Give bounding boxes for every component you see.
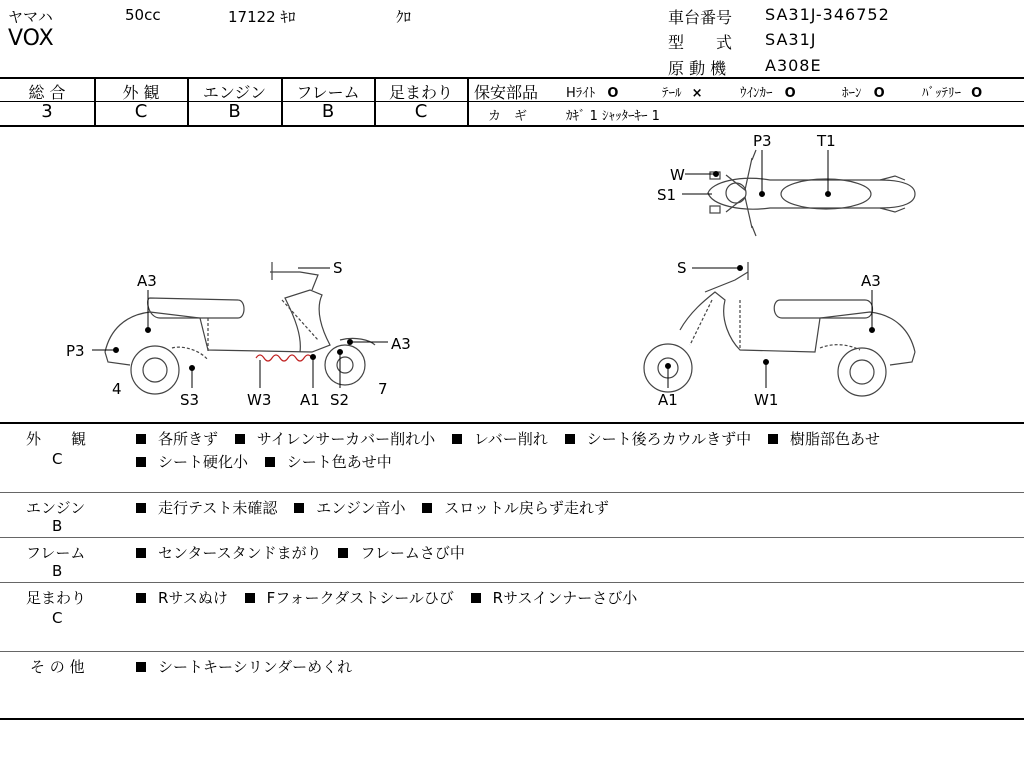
section-suspension-label: 足まわり <box>26 589 87 607</box>
bullet-square-icon <box>136 662 146 672</box>
safety-headlight-mark: O <box>607 86 619 101</box>
cond-item: シート色あせ中 <box>286 453 392 471</box>
grade-value-engine: B <box>228 101 241 122</box>
grade-value-suspension: C <box>414 101 428 122</box>
section-other-label: そ の 他 <box>30 658 85 676</box>
cond-item: Rサスインナーさび小 <box>492 589 638 607</box>
grade-header-suspension: 足まわり <box>388 83 453 102</box>
conditions-top-border <box>0 422 1024 424</box>
scooter-top-view <box>708 150 915 236</box>
cond-item: スロットル戻らず走れず <box>444 499 609 517</box>
grade-value-exterior: C <box>134 101 148 122</box>
safety-horn-label: ﾎｰﾝ <box>842 86 862 101</box>
mileage: 17122 ｷﾛ <box>228 8 296 26</box>
safety-taillight-label: ﾃｰﾙ <box>662 86 682 101</box>
safety-battery-label: ﾊﾞｯﾃﾘｰ <box>922 86 961 101</box>
safety-headlight-label: Hﾗｲﾄ <box>566 86 596 101</box>
cond-item: 樹脂部色あせ <box>789 430 880 448</box>
section-suspension-grade: C <box>52 609 63 627</box>
bullet-square-icon <box>136 593 146 603</box>
grade-value-frame: B <box>321 101 335 122</box>
label-right-a3: A3 <box>861 272 881 290</box>
label-left-s2: S2 <box>330 391 350 409</box>
bullet-square-icon <box>136 548 146 558</box>
section-exterior-label: 外 観 <box>26 430 87 448</box>
bullet-square-icon <box>265 457 275 467</box>
key-value: ｶｷﾞ 1 ｼｬｯﾀｰｷｰ 1 <box>566 109 660 124</box>
safety-winker <box>740 82 796 101</box>
bullet-square-icon <box>338 548 348 558</box>
divider-3 <box>0 582 1024 583</box>
frame-no: SA31J-346752 <box>765 5 890 24</box>
grade-header-total: 総 合 <box>28 83 66 102</box>
safety-divider <box>468 101 1024 102</box>
safety-taillight-mark: × <box>691 86 703 101</box>
grade-col-divider-5 <box>467 77 469 125</box>
label-left-7: 7 <box>378 380 388 398</box>
label-top-s1: S1 <box>657 186 677 204</box>
grade-header-frame: フレーム <box>296 83 360 102</box>
bullet-square-icon <box>422 503 432 513</box>
section-suspension-line-1 <box>136 587 637 608</box>
grade-header-engine: エンジン <box>202 83 267 102</box>
section-exterior-line-1 <box>136 428 880 449</box>
type-value: SA31J <box>765 30 817 49</box>
section-engine-label: エンジン <box>26 499 86 517</box>
bullet-square-icon <box>452 434 462 444</box>
bullet-square-icon <box>136 457 146 467</box>
label-top-t1: T1 <box>817 132 836 150</box>
cond-item: Rサスぬけ <box>158 589 228 607</box>
label-top-w: W <box>670 166 685 184</box>
section-frame-grade: B <box>52 562 63 580</box>
cond-item: センタースタンドまがり <box>158 544 322 562</box>
bullet-square-icon <box>768 434 778 444</box>
label-left-w3: W3 <box>247 391 272 409</box>
label-right-w1: W1 <box>754 391 779 409</box>
color: ｸﾛ <box>396 8 412 26</box>
key-label: カ ギ <box>488 109 528 124</box>
bullet-square-icon <box>471 593 481 603</box>
label-left-s: S <box>333 259 343 277</box>
grade-header-exterior: 外 観 <box>122 83 160 102</box>
safety-headlight <box>566 82 618 101</box>
engine-label: 原 動 機 <box>668 59 727 78</box>
cond-item: フレームさび中 <box>360 544 465 562</box>
label-left-s3: S3 <box>180 391 200 409</box>
cond-item: シート後ろカウルきず中 <box>586 430 752 448</box>
safety-horn <box>842 82 885 101</box>
label-top-p3: P3 <box>753 132 772 150</box>
label-left-a3-right: A3 <box>391 335 411 353</box>
safety-battery <box>922 82 982 101</box>
cond-item: サイレンサーカバー削れ小 <box>256 430 436 448</box>
bullet-square-icon <box>136 434 146 444</box>
bullet-square-icon <box>294 503 304 513</box>
cond-item: エンジン音小 <box>316 499 406 517</box>
cond-item: 走行テスト未確認 <box>158 499 278 517</box>
section-frame-label: フレーム <box>26 544 86 562</box>
displacement: 50cc <box>125 6 161 24</box>
bullet-square-icon <box>136 503 146 513</box>
safety-taillight <box>662 82 703 101</box>
grade-value-total: 3 <box>41 101 53 122</box>
divider-2 <box>0 537 1024 538</box>
type-label: 型 式 <box>668 33 733 52</box>
safety-winker-mark: O <box>784 86 796 101</box>
section-engine-grade: B <box>52 517 63 535</box>
safety-horn-mark: O <box>873 86 885 101</box>
divider-4 <box>0 651 1024 652</box>
label-left-4: 4 <box>112 380 122 398</box>
bullet-square-icon <box>565 434 575 444</box>
cond-item: シートキーシリンダーめくれ <box>158 658 353 676</box>
label-left-a3-top: A3 <box>137 272 157 290</box>
safety-winker-label: ｳｲﾝｶｰ <box>740 86 773 101</box>
engine-value: A308E <box>765 56 822 75</box>
section-frame-line-1 <box>136 542 465 563</box>
divider-1 <box>0 492 1024 493</box>
bullet-square-icon <box>235 434 245 444</box>
model-name: VOX <box>8 26 54 51</box>
section-exterior-grade: C <box>52 450 63 468</box>
cond-item: レバー削れ <box>473 430 548 448</box>
section-other-line-1 <box>136 656 352 677</box>
section-exterior-line-2 <box>136 451 392 472</box>
section-engine-line-1 <box>136 497 609 518</box>
cond-item: 各所きず <box>158 430 219 448</box>
table-top-border <box>0 77 1024 79</box>
frame-no-label: 車台番号 <box>668 8 733 27</box>
conditions-bottom-border <box>0 718 1024 720</box>
label-right-s: S <box>677 259 687 277</box>
maker: ヤマハ <box>8 8 53 26</box>
cond-item: シート硬化小 <box>158 453 249 471</box>
scratch-mark <box>256 355 312 361</box>
label-right-a1: A1 <box>658 391 678 409</box>
safety-title: 保安部品 <box>474 83 539 102</box>
bullet-square-icon <box>245 593 255 603</box>
label-left-p3: P3 <box>66 342 85 360</box>
cond-item: Fフォークダストシールひび <box>266 589 454 607</box>
safety-battery-mark: O <box>971 86 983 101</box>
label-left-a1: A1 <box>300 391 320 409</box>
